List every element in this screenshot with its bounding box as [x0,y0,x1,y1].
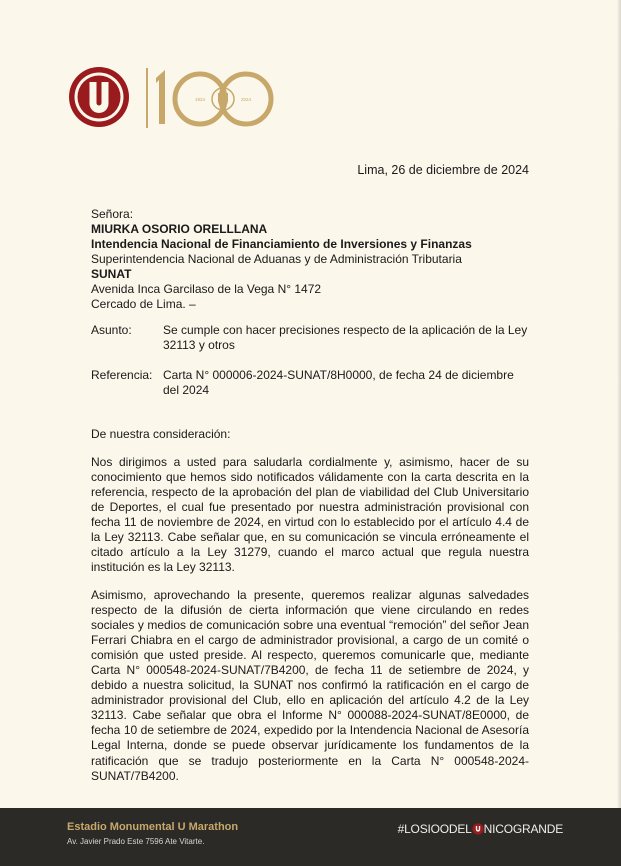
stadium-address: Av. Javier Prado Este 7596 Ate Vitarte. [67,837,205,846]
centenary-year-end: 2024 [241,97,252,102]
recipient-name: MIURKA OSORIO ORELLLANA [91,222,268,236]
recipient-block [91,207,472,312]
subject-text: Se cumple con hacer precisiones respecto de la aplicación de la Ley 32113 y otros [163,323,528,352]
greeting: De nuestra consideración: [91,427,231,441]
stadium-name: Estadio Monumental U Marathon [67,821,239,833]
recipient-agency-short: SUNAT [91,267,132,281]
campaign-hashtag [398,822,563,836]
u-crest-icon [472,823,484,835]
body-paragraph-1: Nos dirigimos a usted para saludarla cordialmente y, asimismo, hacer de su conocimiento que hemos sido notificados válidamente con la carta descrita en la referencia, respecto de la aprobación del plan de viabilidad del Club Universitario de Deportes, el cual fue presentado por nuestra administración provisional con fecha 11 de noviembre de 2024, en virtud con lo establecido por el artículo 4.4 de la Ley 32113. Cabe señalar que, en su comunicación se vincula erróneamente el citado artículo a la Ley 31279, cuando el marco actual que regula nuestra institución es la Ley 32113. [91,455,529,575]
page-edge-shadow [617,0,621,866]
reference-label: Referencia: [91,368,153,382]
salutation: Señora: [91,207,134,221]
recipient-city: Cercado de Lima. – [91,297,196,311]
letterhead-footer [0,808,621,866]
subject-label: Asunto: [91,323,132,337]
centenary-year-start: 1924 [194,97,205,102]
reference-text: Carta N° 000006-2024-SUNAT/8H0000, de fecha 24 de diciembre del 2024 [163,368,514,397]
recipient-agency: Superintendencia Nacional de Aduanas y de Administración Tributaria [91,252,462,266]
hashtag-end: NICOGRANDE [483,822,563,836]
recipient-office: Intendencia Nacional de Financiamiento de Inversiones y Finanzas [91,237,472,251]
letter-date: Lima, 26 de diciembre de 2024 [357,163,529,177]
club-centenary-logo [68,66,278,130]
body-paragraph-2: Asimismo, aprovechando la presente, queremos realizar algunas salvedades respecto de la difusión de cierta información que viene circulando en redes sociales y medios de comunicación sobre una eventual “remoción” del señor Jean Ferrari Chiabra en el cargo de administrador provisional, a cargo de un comité o comisión que usted preside. Al respecto, queremos comunicarle que, mediante Carta N° 000548-2024-SUNAT/7B4200, de fecha 11 de setiembre de 2024, y debido a nuestra solicitud, la SUNAT nos confirmó la ratificación en el cargo de administrador provisional del Club, ello en aplicación del artículo 4.2 de la Ley 32113. Cabe señalar que obra el Informe N° 000088-2024-SUNAT/8E0000, de fecha 10 de setiembre de 2024, expedido por la Intendencia Nacional de Asesoría Legal Interna, donde se puede observar jurídicamente los fundamentos de la ratificación que se tradujo posteriormente en la Carta N° 000548-2024-SUNAT/7B4200. [91,588,529,783]
recipient-street: Avenida Inca Garcilaso de la Vega N° 1472 [91,282,322,296]
hashtag-start: #LOSIOODEL [397,822,472,836]
